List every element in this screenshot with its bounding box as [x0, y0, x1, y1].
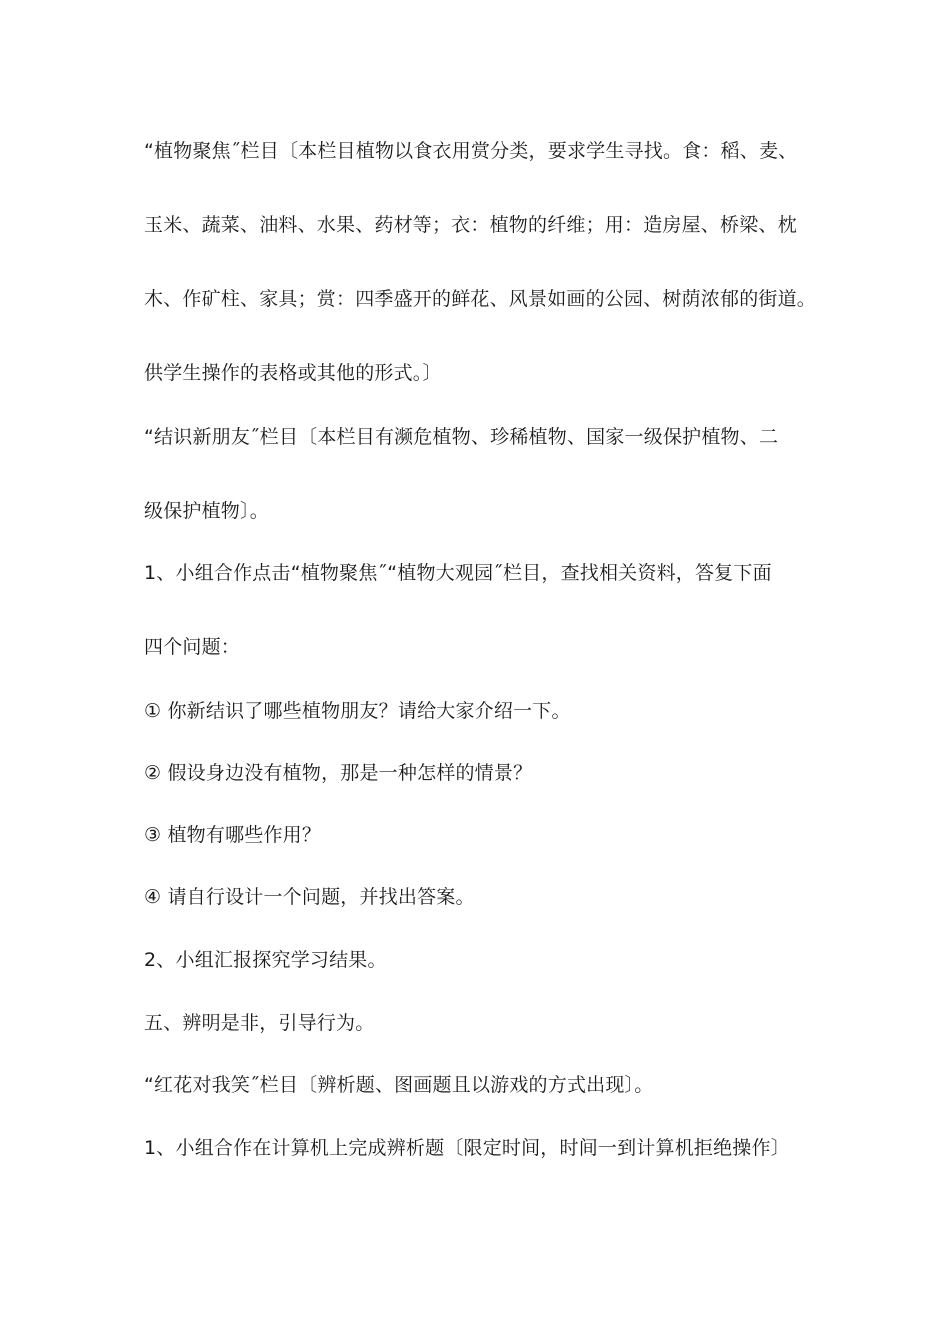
paragraph-new-friends-line-2: 级保护植物〕。 [144, 500, 269, 522]
question-2: ② 假设身边没有植物，那是一种怎样的情景？ [144, 762, 533, 784]
question-1: ① 你新结识了哪些植物朋友？请给大家介绍一下。 [144, 700, 571, 722]
paragraph-plant-focus-line-2: 玉米、蔬菜、油料、水果、药材等；衣：植物的纤维；用：造房屋、桥梁、枕 [144, 214, 797, 236]
paragraph-plant-focus-line-4: 供学生操作的表格或其他的形式。〕 [144, 362, 442, 384]
step-1-line-2: 四个问题： [144, 636, 241, 658]
paragraph-plant-focus-line-1: “植物聚焦˝栏目〔本栏目植物以食衣用赏分类，要求学生寻找。食：稻、麦、 [144, 140, 798, 162]
step-1-computer: 1、小组合作在计算机上完成辨析题〔限定时间，时间一到计算机拒绝操作〕 [144, 1137, 790, 1159]
step-1-line-1: 1、小组合作点击“植物聚焦˝“植物大观园˝栏目，查找相关资料，答复下面 [144, 562, 772, 584]
step-2: 2、小组汇报探究学习结果。 [144, 949, 387, 971]
section-five-heading: 五、辨明是非，引导行为。 [144, 1012, 375, 1034]
paragraph-new-friends-line-1: “结识新朋友˝栏目〔本栏目有濒危植物、珍稀植物、国家一级保护植物、二 [144, 426, 779, 448]
paragraph-plant-focus-line-3: 木、作矿柱、家具；赏：四季盛开的鲜花、风景如画的公园、树荫浓郁的街道。 [144, 288, 817, 310]
question-4: ④ 请自行设计一个问题，并找出答案。 [144, 886, 475, 908]
question-3: ③ 植物有哪些作用？ [144, 824, 322, 846]
paragraph-red-flower: “红花对我笑˝栏目〔辨析题、图画题且以游戏的方式出现〕。 [144, 1074, 654, 1096]
